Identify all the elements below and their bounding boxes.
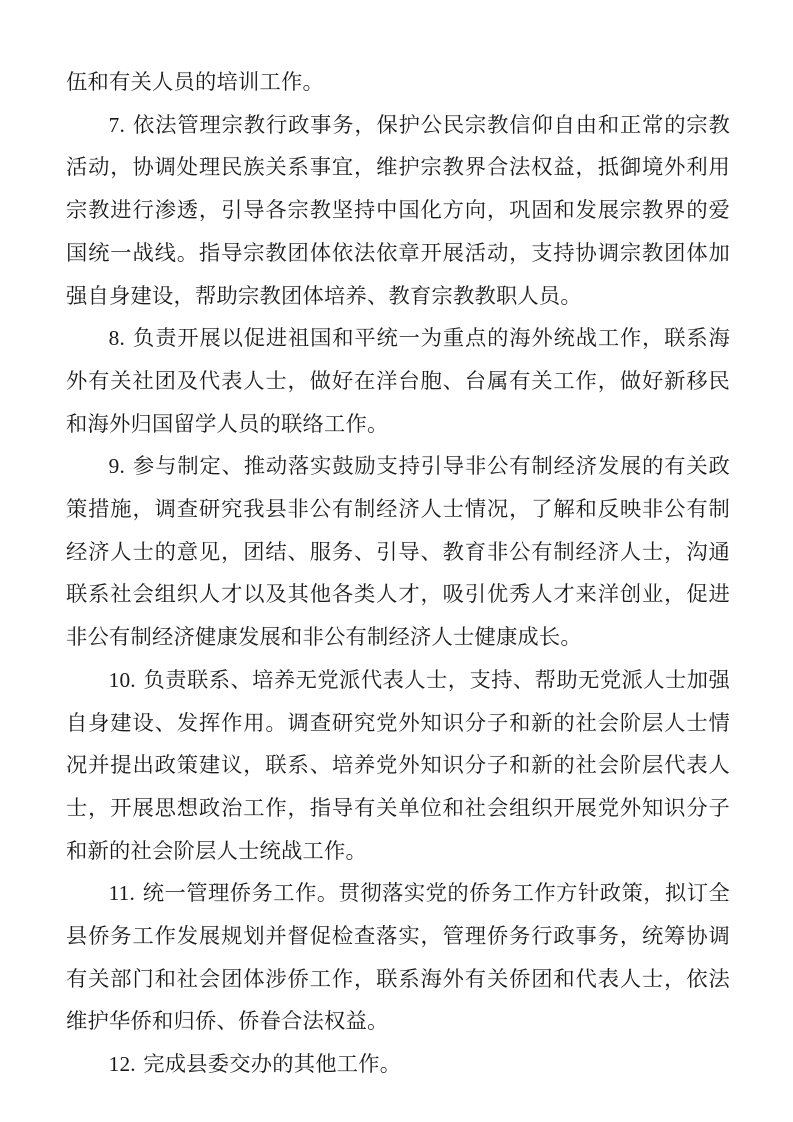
paragraph-number: 8. — [108, 326, 125, 351]
paragraph-number: 11. — [108, 881, 136, 906]
paragraph-number: 9. — [108, 454, 125, 479]
paragraph-item-9 — [66, 445, 730, 659]
paragraph-text: 参与制定、推动落实鼓励支持引导非公有制经济发展的有关政策措施，调查研究我县非公有制经济人士情况，了解和反映非公有制经济人士的意见，团结、服务、引导、教育非公有制经济人士，沟通联系社会组织人才以及其他各类人才，吸引优秀人才来洋创业，促进非公有制经济健康发展和非公有制经济人士健康成长。 — [66, 454, 730, 650]
paragraph-number: 7. — [108, 112, 125, 137]
continuation-text: 伍和有关人员的培训工作。 — [66, 70, 324, 94]
paragraph-item-7 — [66, 104, 730, 318]
document-body — [66, 61, 730, 1086]
paragraph-text: 统一管理侨务工作。贯彻落实党的侨务工作方针政策，拟订全县侨务工作发展规划并督促检查落实，管理侨务行政事务，统筹协调有关部门和社会团体涉侨工作，联系海外有关侨团和代表人士，依法维护华侨和归侨、侨眷合法权益。 — [66, 881, 730, 1034]
paragraph-number: 12. — [108, 1052, 136, 1077]
paragraph-item-8 — [66, 317, 730, 445]
paragraph-text: 负责联系、培养无党派代表人士，支持、帮助无党派人士加强自身建设、发挥作用。调查研究党外知识分子和新的社会阶层人士情况并提出政策建议，联系、培养党外知识分子和新的社会阶层代表人士，开展思想政治工作，指导有关单位和社会组织开展党外知识分子和新的社会阶层人士统战工作。 — [66, 667, 730, 863]
continuation-paragraph — [66, 61, 730, 104]
paragraph-item-10 — [66, 659, 730, 873]
paragraph-number: 10. — [108, 667, 136, 692]
paragraph-item-12 — [66, 1043, 730, 1086]
paragraph-text: 负责开展以促进祖国和平统一为重点的海外统战工作，联系海外有关社团及代表人士，做好在洋台胞、台属有关工作，做好新移民和海外归国留学人员的联络工作。 — [66, 326, 730, 436]
paragraph-text: 完成县委交办的其他工作。 — [143, 1052, 402, 1077]
paragraph-item-11 — [66, 872, 730, 1043]
paragraph-text: 依法管理宗教行政事务，保护公民宗教信仰自由和正常的宗教活动，协调处理民族关系事宜，维护宗教界合法权益，抵御境外利用宗教进行渗透，引导各宗教坚持中国化方向，巩固和发展宗教界的爱国统一战线。指导宗教团体依法依章开展活动，支持协调宗教团体加强自身建设，帮助宗教团体培养、教育宗教教职人员。 — [66, 112, 730, 308]
